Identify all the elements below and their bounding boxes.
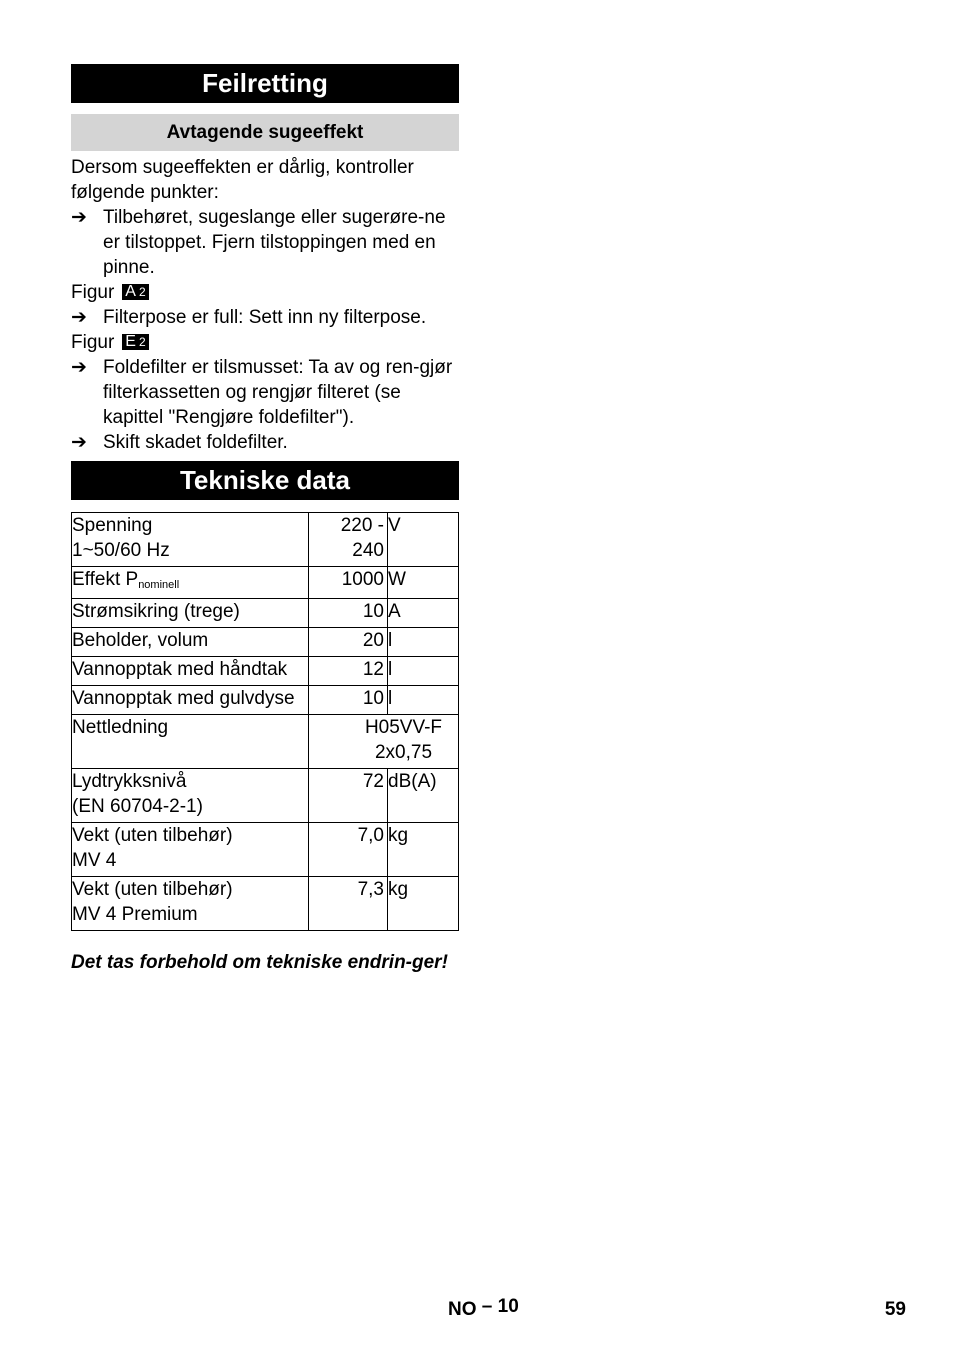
- table-cell-unit: kg: [388, 877, 459, 931]
- list-item: [71, 205, 459, 280]
- list-item-text: Foldefilter er tilsmusset: Ta av og ren-gjør filterkassetten og rengjør filteret (se kapittel "Rengjøre foldefilter").: [103, 357, 453, 428]
- figure-number: 2: [138, 335, 146, 349]
- table-cell-unit: l: [388, 657, 459, 686]
- table-cell-value: 10: [309, 686, 388, 715]
- intro-text: Dersom sugeeffekten er dårlig, kontroller følgende punkter:: [71, 157, 414, 203]
- table-cell-unit: kg: [388, 823, 459, 877]
- table-cell-value: 1000: [309, 567, 388, 599]
- table-row: [72, 769, 459, 823]
- table-row: [72, 513, 459, 567]
- table-cell-unit: V: [388, 513, 459, 567]
- table-cell-unit: A: [388, 599, 459, 628]
- figure-number: 2: [138, 285, 146, 299]
- table-row: [72, 657, 459, 686]
- table-cell-value: 20: [309, 628, 388, 657]
- section-title-tekniske-data: Tekniske data: [71, 461, 459, 500]
- content-column: [71, 64, 459, 975]
- table-cell-value: 220 - 240: [309, 513, 388, 567]
- disclaimer-note: Det tas forbehold om tekniske endrin-ger!: [71, 952, 448, 973]
- figure-reference: [71, 330, 459, 355]
- table-cell-unit: l: [388, 686, 459, 715]
- table-cell-label: Strømsikring (trege): [72, 599, 309, 628]
- list-item: [71, 355, 459, 430]
- table-row: [72, 877, 459, 931]
- figure-badge: [122, 334, 148, 350]
- table-cell-label: Vannopptak med håndtak: [72, 657, 309, 686]
- table-cell-label: Lydtrykksnivå (EN 60704-2-1): [72, 769, 309, 823]
- table-cell-value: 7,3: [309, 877, 388, 931]
- subsection-title: Avtagende sugeeffekt: [71, 114, 459, 151]
- table-cell-value: 10: [309, 599, 388, 628]
- table-cell-value: 7,0: [309, 823, 388, 877]
- table-cell-label: Vekt (uten tilbehør) MV 4: [72, 823, 309, 877]
- list-item: [71, 305, 459, 330]
- list-item-text: Filterpose er full: Sett inn ny filterpose.: [103, 307, 427, 328]
- figure-label: Figur: [71, 282, 115, 303]
- table-cell-value: 12: [309, 657, 388, 686]
- table-row: [72, 628, 459, 657]
- footer-local-page: – 10: [481, 1296, 519, 1317]
- list-item: [71, 430, 459, 455]
- table-cell-label: Vannopptak med gulvdyse: [72, 686, 309, 715]
- list-item-text: Skift skadet foldefilter.: [103, 432, 288, 453]
- table-row: [72, 823, 459, 877]
- page-number: 59: [884, 1299, 906, 1320]
- list-item-text: Tilbehøret, sugeslange eller sugerøre-ne er tilstoppet. Fjern tilstoppingen med en pinne.: [103, 207, 446, 278]
- arrow-right-icon: ➔: [71, 357, 87, 378]
- table-cell-unit: dB(A): [388, 769, 459, 823]
- table-row: [72, 686, 459, 715]
- table-cell-value: 72: [309, 769, 388, 823]
- figure-letter: E: [125, 333, 136, 350]
- table-cell-label: Spenning 1~50/60 Hz: [72, 513, 309, 567]
- arrow-right-icon: ➔: [71, 307, 87, 328]
- table-cell-label: Vekt (uten tilbehør) MV 4 Premium: [72, 877, 309, 931]
- arrow-right-icon: ➔: [71, 207, 87, 228]
- arrow-right-icon: ➔: [71, 432, 87, 453]
- table-cell-unit: l: [388, 628, 459, 657]
- footer-language: NO: [448, 1299, 477, 1320]
- figure-reference: [71, 280, 459, 305]
- table-cell-label: Nettledning: [72, 715, 309, 769]
- footer-section-page: [448, 1296, 519, 1321]
- table-cell-label: Effekt $P_{nominell}$: [72, 567, 309, 599]
- table-row: [72, 567, 459, 599]
- table-cell-label: Beholder, volum: [72, 628, 309, 657]
- table-row: [72, 599, 459, 628]
- figure-badge: [122, 284, 148, 300]
- figure-label: Figur: [71, 332, 115, 353]
- table-cell-unit: W: [388, 567, 459, 599]
- section-title-feilretting: Feilretting: [71, 64, 459, 103]
- technical-data-table: [71, 512, 459, 931]
- table-row: [72, 715, 459, 769]
- table-cell-value: H05VV-F 2x0,75: [309, 715, 459, 769]
- figure-letter: A: [125, 283, 136, 300]
